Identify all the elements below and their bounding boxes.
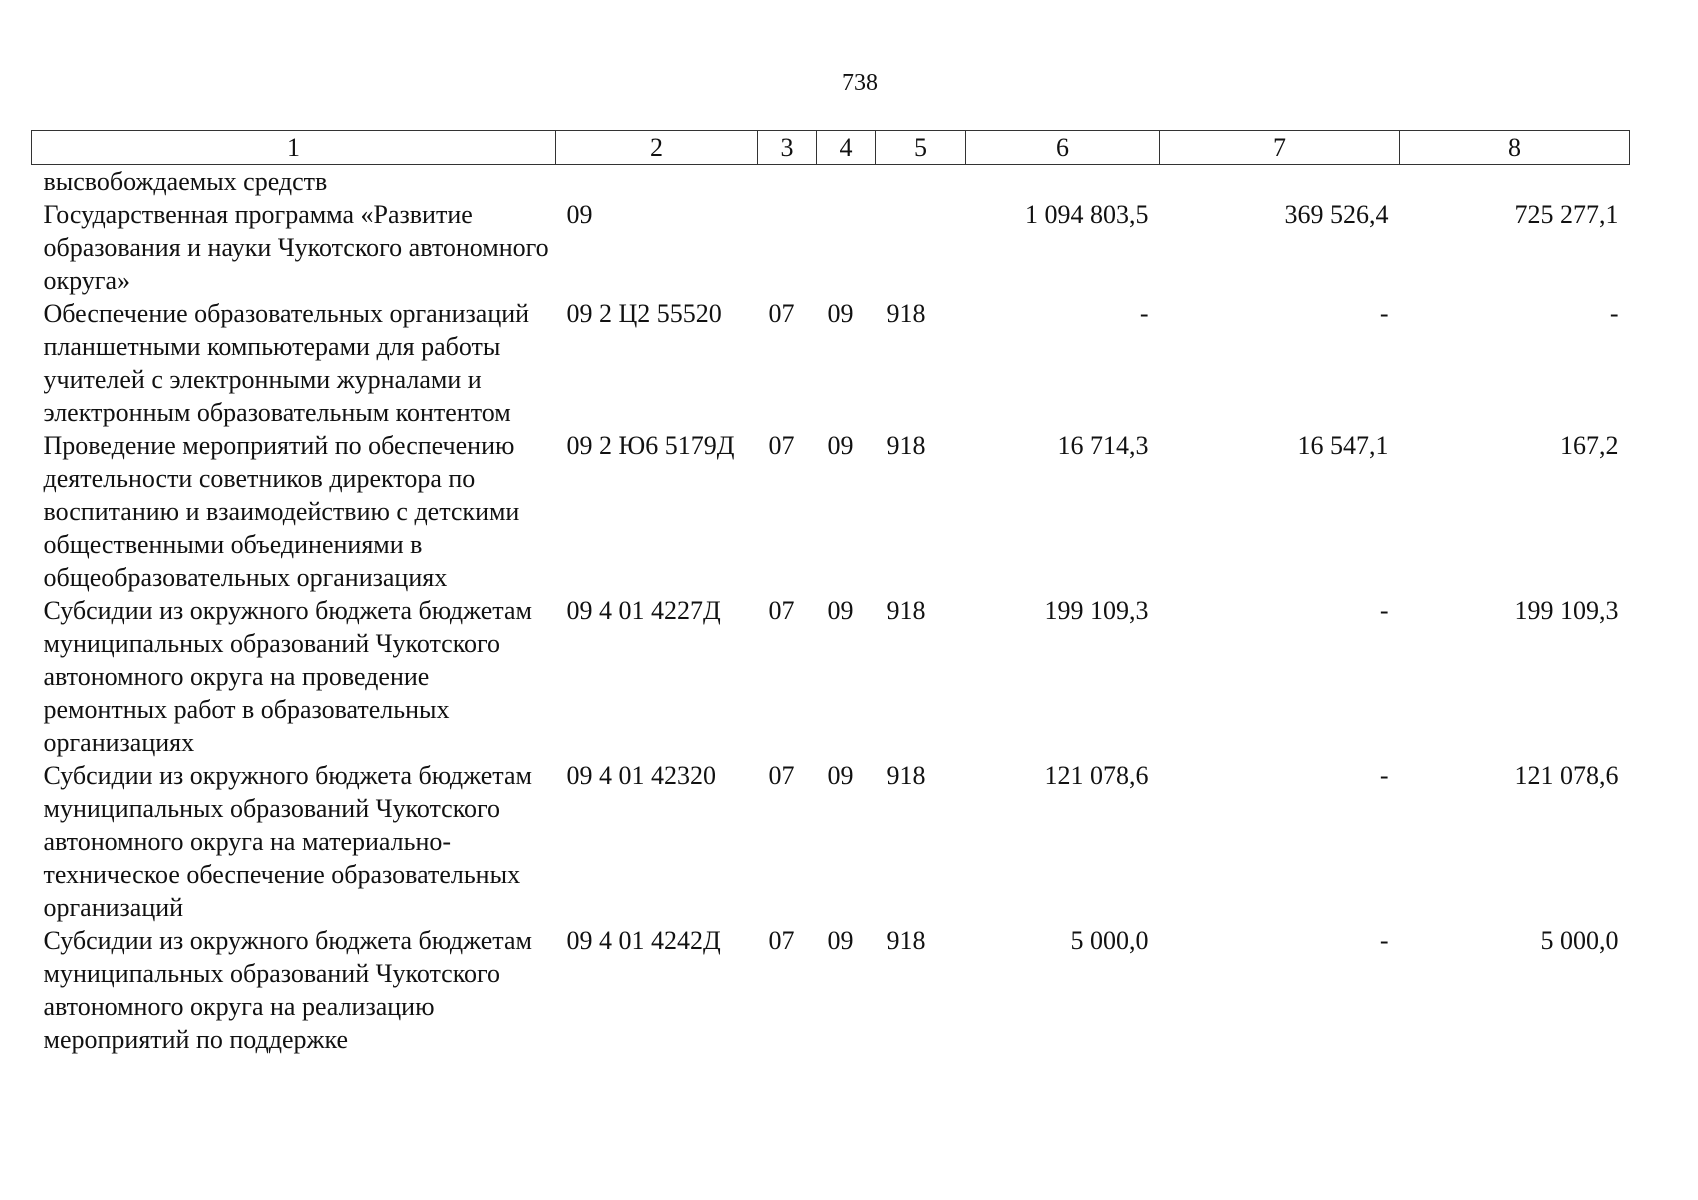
row-section: 07 [768,596,795,625]
row-section: 07 [768,926,795,955]
row-name: Субсидии из окружного бюджета бюджетам муниципальных образований Чукотского автономного округа на проведение ремонтных работ в образовательных организациях [43,596,532,757]
row-grbs: 918 [886,761,926,790]
row-col7: - [1379,761,1389,790]
row-col7: 369 526,4 [1284,200,1389,229]
table-row [32,297,1630,429]
row-code: 09 2 Ю6 5179Д [566,431,735,460]
row-name: Проведение мероприятий по обеспечению деятельности советников директора по воспитанию и взаимодействию с детскими общественными объединениями в общеобразовательных организациях [43,431,520,592]
table-row [32,924,1630,1056]
row-subsection: 09 [827,431,854,460]
row-section [758,198,817,297]
column-header-8: 8 [1400,131,1630,165]
row-col8: 199 109,3 [1514,596,1619,625]
page-number: 738 [842,70,878,96]
column-header-2: 2 [556,131,758,165]
row-code: 09 4 01 42320 [566,761,716,790]
column-header-6: 6 [966,131,1160,165]
column-header-5: 5 [876,131,966,165]
row-code: 09 4 01 4227Д [566,596,721,625]
table-row [32,594,1630,759]
row-subsection: 09 [827,596,854,625]
row-name: Государственная программа «Развитие образования и науки Чукотского автономного округа» [43,200,549,295]
table-row [32,429,1630,594]
table-row [32,165,1630,199]
row-subsection: 09 [827,299,854,328]
column-header-3: 3 [758,131,817,165]
row-col8: 5 000,0 [1540,926,1619,955]
row-col8: - [1609,299,1619,328]
row-section: 07 [768,761,795,790]
row-col8 [1400,165,1630,199]
table-body [32,165,1630,1057]
row-col8: 725 277,1 [1514,200,1619,229]
row-grbs [876,198,966,297]
row-section: 07 [768,299,795,328]
table-header [32,131,1630,165]
row-total: 121 078,6 [1044,761,1149,790]
row-name: Субсидии из окружного бюджета бюджетам муниципальных образований Чукотского автономного округа на реализацию мероприятий по поддержке [43,926,532,1054]
header-row [32,131,1630,165]
budget-table [31,130,1630,1056]
row-subsection: 09 [827,926,854,955]
row-grbs [876,165,966,199]
row-code: 09 4 01 4242Д [566,926,721,955]
row-total: 16 714,3 [1057,431,1149,460]
row-grbs: 918 [886,299,926,328]
row-code: 09 [566,200,593,229]
table-row [32,759,1630,924]
column-header-7: 7 [1160,131,1400,165]
row-col7: 16 547,1 [1297,431,1389,460]
row-col8: 121 078,6 [1514,761,1619,790]
row-name: Обеспечение образовательных организаций планшетными компьютерами для работы учителей с электронными журналами и электронным образовательным контентом [43,299,530,427]
row-name: высвобождаемых средств [43,167,328,196]
row-col7: - [1379,596,1389,625]
row-code [556,165,758,199]
row-subsection [817,198,876,297]
column-header-4: 4 [817,131,876,165]
column-header-1: 1 [32,131,556,165]
row-total: - [1139,299,1149,328]
row-total: 199 109,3 [1044,596,1149,625]
row-subsection: 09 [827,761,854,790]
row-col7 [1160,165,1400,199]
row-col8: 167,2 [1560,431,1619,460]
row-col7: - [1379,926,1389,955]
row-grbs: 918 [886,431,926,460]
row-section [758,165,817,199]
row-total [966,165,1160,199]
row-total: 1 094 803,5 [1025,200,1149,229]
row-col7: - [1379,299,1389,328]
row-section: 07 [768,431,795,460]
row-grbs: 918 [886,596,926,625]
row-subsection [817,165,876,199]
row-code: 09 2 Ц2 55520 [566,299,722,328]
row-total: 5 000,0 [1070,926,1149,955]
table-row [32,198,1630,297]
row-grbs: 918 [886,926,926,955]
row-name: Субсидии из окружного бюджета бюджетам муниципальных образований Чукотского автономного округа на материально-техническое обеспечение образовательных организаций [43,761,532,922]
